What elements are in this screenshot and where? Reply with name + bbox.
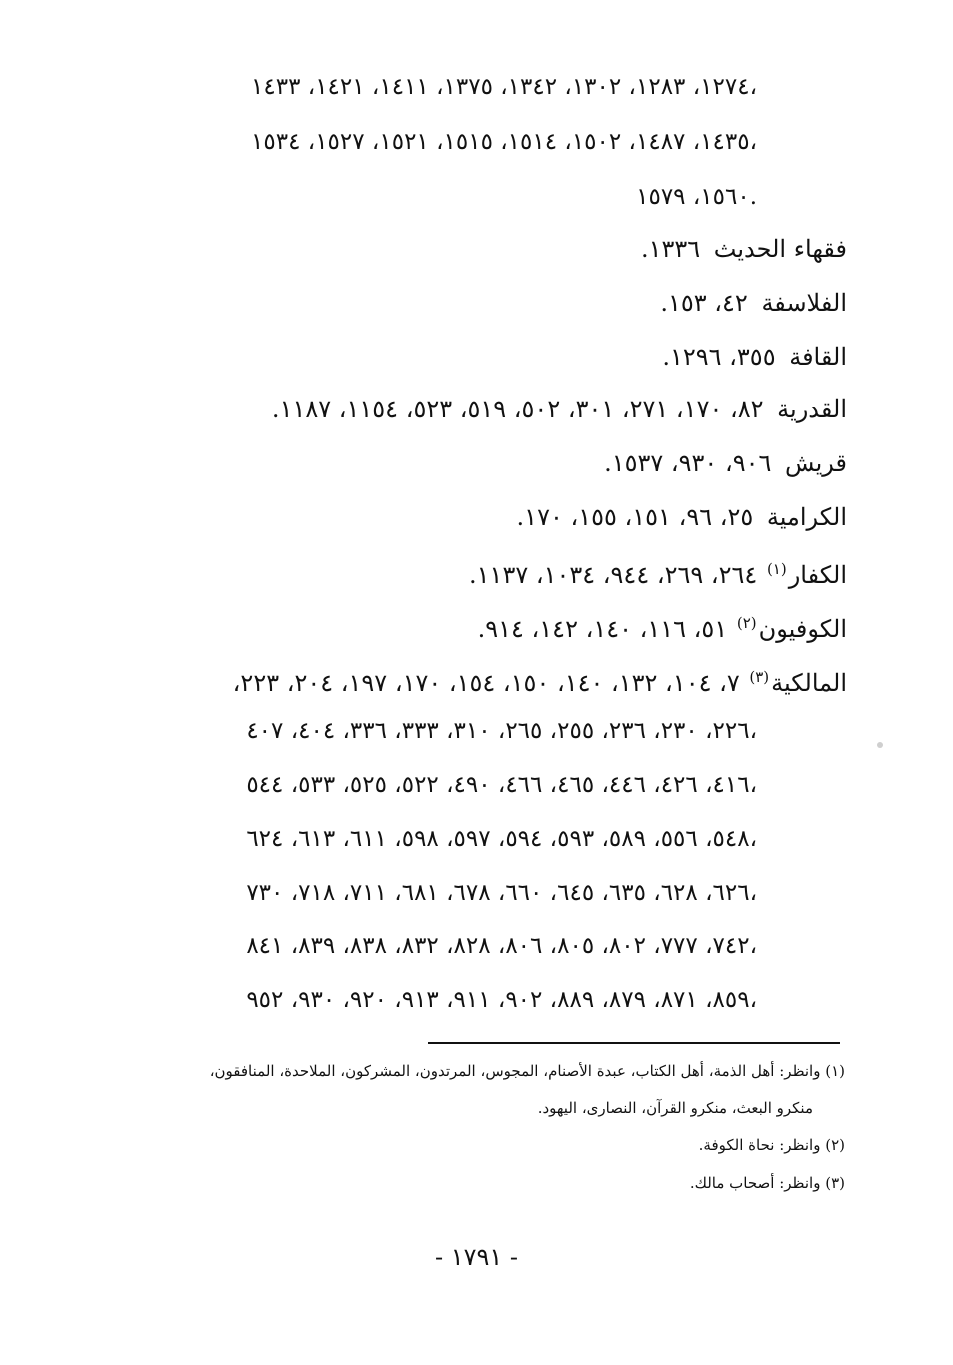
footnote-3: (٣) وانظر: أصحاب مالك. xyxy=(689,1174,845,1192)
index-entry-kufiyyun xyxy=(478,606,847,646)
index-term: الكفار xyxy=(788,561,847,589)
index-pages: ٣٥٥، ١٢٩٦. xyxy=(662,343,776,371)
index-term: الكوفيون xyxy=(758,615,847,643)
index-continuation-line: ٨٥٩، ٨٧١، ٨٧٩، ٨٨٩، ٩٠٢، ٩١١، ٩١٣، ٩٢٠، ٩٣٠، ٩٥٢، xyxy=(246,987,757,1013)
index-term: المالكية xyxy=(771,669,847,697)
index-term: القدرية xyxy=(777,395,847,423)
index-pages: ٩٠٦، ٩٣٠، ١٥٣٧. xyxy=(604,449,772,477)
index-continuation-line: ١٤٣٥، ١٤٨٧، ١٥٠٢، ١٥١٤، ١٥١٥، ١٥٢١، ١٥٢٧، ١٥٣٤، xyxy=(251,129,757,155)
footnote-separator xyxy=(428,1042,840,1044)
index-term: القافة xyxy=(789,343,847,371)
index-term: الكرامية xyxy=(766,503,847,531)
index-pages: ١٣٣٦. xyxy=(640,235,701,263)
scan-speck xyxy=(877,742,883,748)
index-pages: ٥١، ١١٦، ١٤٠، ١٤٢، ٩١٤. xyxy=(477,615,728,643)
index-term: الفلاسفة xyxy=(761,289,847,317)
index-entry-quraysh xyxy=(604,446,847,480)
index-continuation-line: ٢٢٦، ٢٣٠، ٢٣٦، ٢٥٥، ٢٦٥، ٣١٠، ٣٣٣، ٣٣٦، ٤٠٤، ٤٠٧، xyxy=(246,718,757,744)
index-entry-malikiyya xyxy=(233,660,847,700)
footnote-marker: (١) xyxy=(766,560,787,578)
page-number: - ١٧٩١ - xyxy=(434,1243,519,1271)
index-pages: ٧، ١٠٤، ١٣٢، ١٤٠، ١٥٠، ١٥٤، ١٧٠، ١٩٧، ٢٠٤، ٢٢٣، xyxy=(232,669,740,697)
footnote-1-continuation: منكرو البعث، منكرو القرآن، النصارى، اليهود. xyxy=(537,1099,813,1117)
index-entry-karramiyya xyxy=(517,500,847,534)
footnote-marker: (٢) xyxy=(736,614,757,632)
index-continuation-line: ٤١٦، ٤٢٦، ٤٤٦، ٤٦٥، ٤٦٦، ٤٩٠، ٥٢٢، ٥٢٥، ٥٣٣، ٥٤٤، xyxy=(246,772,757,798)
index-entry-falasifa xyxy=(660,286,847,320)
index-pages: ٤٢، ١٥٣. xyxy=(660,289,748,317)
index-continuation-line: ١٥٦٠، ١٥٧٩. xyxy=(636,184,757,210)
index-term: فقهاء الحديث xyxy=(713,235,847,263)
footnote-1: (١) وانظر: أهل الذمة، أهل الكتاب، عبدة الأصنام، المجوس، المرتدون، المشركون، الملاحدة، المنافقون، xyxy=(209,1062,845,1080)
index-pages: ٢٦٤، ٢٦٩، ٩٤٤، ١٠٣٤، ١١٣٧. xyxy=(469,561,758,589)
index-continuation-line: ٦٢٦، ٦٢٨، ٦٣٥، ٦٤٥، ٦٦٠، ٦٧٨، ٦٨١، ٧١١، ٧١٨، ٧٣٠، xyxy=(246,880,757,906)
footnote-marker: (٣) xyxy=(749,668,770,686)
footnote-2: (٢) وانظر: نحاة الكوفة. xyxy=(698,1136,845,1154)
index-continuation-line: ٧٤٢، ٧٧٧، ٨٠٢، ٨٠٥، ٨٠٦، ٨٢٨، ٨٣٢، ٨٣٨، ٨٣٩، ٨٤١، xyxy=(246,933,757,959)
index-continuation-line: ٥٤٨، ٥٥٦، ٥٨٩، ٥٩٣، ٥٩٤، ٥٩٧، ٥٩٨، ٦١١، ٦١٣، ٦٢٤، xyxy=(246,826,757,852)
index-entry-qadariyya xyxy=(272,392,847,426)
index-entry-fuqaha-alhadith xyxy=(641,232,847,266)
index-entry-qafa xyxy=(662,340,847,374)
index-entry-kuffar xyxy=(469,552,847,592)
index-pages: ٨٢، ١٧٠، ٢٧١، ٣٠١، ٥٠٢، ٥١٩، ٥٢٣، ١١٥٤، ١١٨٧. xyxy=(271,395,764,423)
index-pages: ٢٥، ٩٦، ١٥١، ١٥٥، ١٧٠. xyxy=(516,503,754,531)
index-term: قريش xyxy=(785,449,847,477)
index-continuation-line: ١٢٧٤، ١٢٨٣، ١٣٠٢، ١٣٤٢، ١٣٧٥، ١٤١١، ١٤٢١، ١٤٣٣، xyxy=(251,74,757,100)
